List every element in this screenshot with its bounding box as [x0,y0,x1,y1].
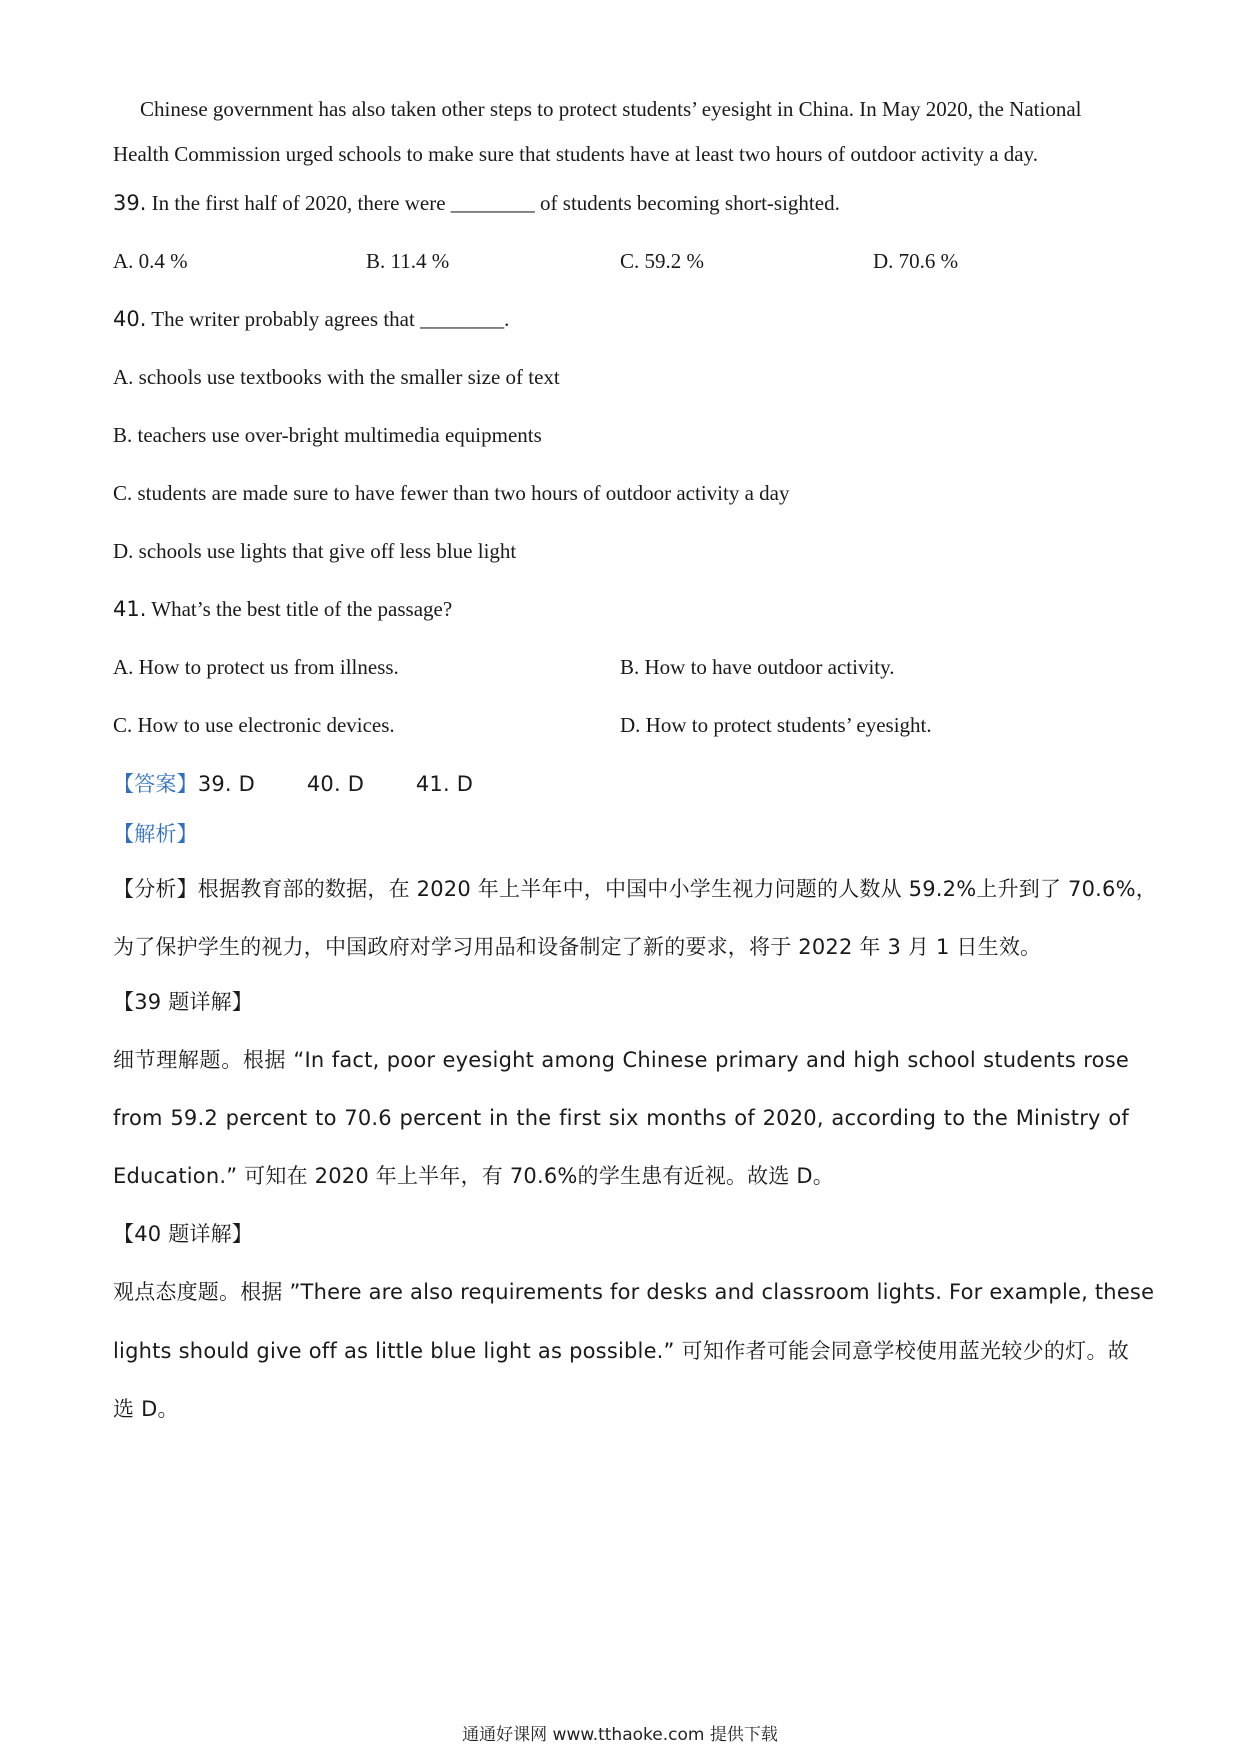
analysis-summary: 为了保护学生的视力，中国政府对学习用品和设备制定了新的要求，将于 2022 年 3 月 1 日生效。 [113,935,1042,959]
option-d: D. schools use lights that give off less blue light [113,539,517,563]
option-c: C. students are made sure to have fewer than two hours of outdoor activity a day [113,481,790,505]
question-number: 39. [113,191,147,215]
q39-explanation: 细节理解题。根据 “In fact, poor eyesight among Chinese primary and high school students rose [113,1048,1129,1072]
option-c: C. How to use electronic devices. [113,713,395,737]
q40-explanation: lights should give off as little blue light as possible.” 可知作者可能会同意学校使用蓝光较少的灯。故 [113,1339,1129,1363]
answer-item: 41. D [415,772,474,796]
analysis-label: 【解析】 [113,822,198,846]
q39-explanation: from 59.2 percent to 70.6 percent in the first six months of 2020, according to the Ministry of [113,1106,1129,1130]
passage-line: Chinese government has also taken other steps to protect students’ eyesight in China. In May 2020, the National [140,97,1082,121]
option-d: D. 70.6 % [873,249,959,273]
option-d: D. How to protect students’ eyesight. [620,713,932,737]
question-40 [113,305,509,333]
option-a: A. How to protect us from illness. [113,655,399,679]
q39-explanation: Education.” 可知在 2020 年上半年，有 70.6%的学生患有近视。故选 D。 [113,1164,835,1188]
answer-item: 40. D [306,772,365,796]
answer-item: 39. D [197,772,256,796]
page-footer: 通通好课网 www.tthaoke.com 提供下载 [462,1725,778,1745]
q40-explanation: 选 D。 [113,1397,179,1421]
option-b: B. teachers use over-bright multimedia equipments [113,423,542,447]
option-b: B. 11.4 % [366,249,450,273]
answer-line [113,770,473,798]
question-number: 40. [113,307,147,331]
option-a: A. 0.4 % [113,249,188,273]
option-c: C. 59.2 % [620,249,704,273]
question-stem: The writer probably agrees that ________. [151,307,510,331]
passage-line: Health Commission urged schools to make sure that students have at least two hours of outdoor activity a day. [113,142,1038,166]
option-b: B. How to have outdoor activity. [620,655,895,679]
question-stem: What’s the best title of the passage? [151,597,453,621]
question-39 [113,189,840,217]
q39-heading: 【39 题详解】 [113,990,253,1014]
question-number: 41. [113,597,147,621]
q40-heading: 【40 题详解】 [113,1222,253,1246]
answer-label: 【答案】 [113,772,198,796]
question-stem: In the first half of 2020, there were ________ of students becoming short-sighted. [151,191,840,215]
option-a: A. schools use textbooks with the smaller size of text [113,365,560,389]
question-41 [113,595,452,623]
analysis-summary: 【分析】根据教育部的数据，在 2020 年上半年中，中国中小学生视力问题的人数从 59.2%上升到了 70.6%， [113,877,1157,901]
q40-explanation: 观点态度题。根据 ”There are also requirements for desks and classroom lights. For example, these [113,1280,1155,1304]
